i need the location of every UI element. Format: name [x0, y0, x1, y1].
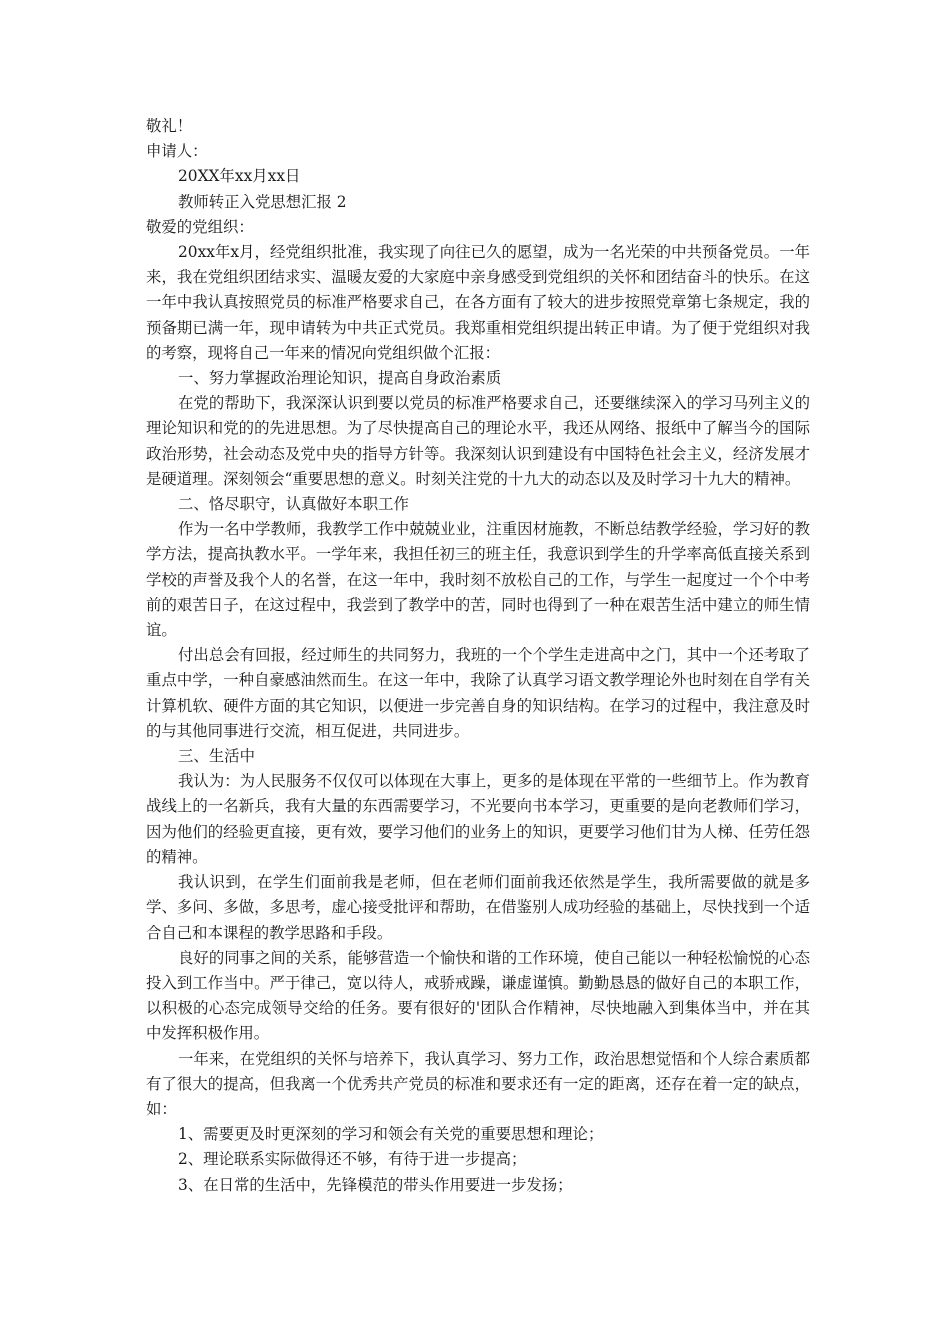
report-greeting: 敬爱的党组织：: [146, 217, 254, 236]
intro-paragraph: 20xx年x月，经党组织批准，我实现了向往已久的愿望，成为一名光荣的中共预备党员。一年来，我在党组织团结求实、温暖友爱的大家庭中亲身感受到党组织的关怀和团结奋斗的快乐。在这一年中我认真按照党员的标准严格要求自己，在各方面有了较大的进步按照党章第七条规定，我的预备期已满一年，现申请转为中共正式党员。我郑重相党组织提出转正申请。为了便于党组织对我的考察，现将自己一年来的情况向党组织做个汇报：: [146, 243, 810, 362]
section1-heading: 一、努力掌握政治理论知识，提高自身政治素质: [178, 369, 502, 388]
shortcoming-item: 1、需要更及时更深刻的学习和领会有关党的重要思想和理论；: [178, 1125, 604, 1144]
section2-heading: 二、恪尽职守，认真做好本职工作: [178, 495, 409, 514]
section3-paragraph-2: 我认识到，在学生们面前我是老师，但在老师们面前我还依然是学生，我所需要做的就是多学、多问、多做，多思考，虚心接受批评和帮助，在借鉴别人成功经验的基础上，尽快找到一个适合自己和本课程的教学思路和手段。: [146, 873, 810, 942]
section1-paragraph: 在党的帮助下，我深深认识到要以党员的标准严格要求自己，还要继续深入的学习马列主义的理论知识和党的的先进思想。为了尽快提高自己的理论水平，我还从网络、报纸中了解当今的国际政治形势，社会动态及党中央的指导方针等。我深刻认识到建设有中国特色社会主义，经济发展才是硬道理。深刻领会“重要思想的意义。时刻关注党的十九大的动态以及及时学习十九大的精神。: [146, 394, 810, 488]
section3-paragraph-1: 我认为：为人民服务不仅仅可以体现在大事上，更多的是体现在平常的一些细节上。作为教育战线上的一名新兵，我有大量的东西需要学习，不光要向书本学习，更重要的是向老教师们学习，因为他们的经验更直接，更有效，要学习他们的业务上的知识，更要学习他们甘为人梯、任劳任怨的精神。: [146, 772, 810, 866]
shortcoming-item: 3、在日常的生活中，先锋模范的带头作用要进一步发扬；: [178, 1175, 573, 1194]
section2-paragraph-1: 作为一名中学教师，我教学工作中兢兢业业，注重因材施教，不断总结教学经验，学习好的教学方法，提高执教水平。一学年来，我担任初三的班主任，我意识到学生的升学率高低直接关系到学校的声誉及我个人的名誉，在这一年中，我时刻不放松自己的工作，与学生一起度过一个个中考前的艰苦日子，在这过程中，我尝到了教学中的苦，同时也得到了一种在艰苦生活中建立的师生情谊。: [146, 520, 810, 640]
section3-heading: 三、生活中: [178, 747, 255, 766]
section2-paragraph-2: 付出总会有回报，经过师生的共同努力，我班的一个个学生走进高中之门，其中一个还考取了重点中学，一种自豪感油然而生。在这一年中，我除了认真学习语文教学理论外也时刻在自学有关计算机软、硬件方面的其它知识，以便进一步完善自身的知识结构。在学习的过程中，我注意及时的与其他同事进行交流，相互促进，共同进步。: [146, 646, 810, 740]
section3-paragraph-3: 良好的同事之间的关系，能够营造一个愉快和谐的工作环境，使自己能以一种轻松愉悦的心态投入到工作当中。严于律己，宽以待人，戒骄戒躁，谦虚谨慎。勤勤恳恳的做好自己的本职工作，以积极的心态完成领导交给的任务。要有很好的'团队合作精神，尽快地融入到集体当中，并在其中发挥积极作用。: [146, 948, 810, 1043]
shortcoming-item: 2、理论联系实际做得还不够，有待于进一步提高；: [178, 1150, 527, 1169]
closing-salute: 敬礼！: [146, 117, 193, 135]
summary-paragraph: 一年来，在党组织的关怀与培养下，我认真学习、努力工作，政治思想觉悟和个人综合素质都有了很大的提高，但我离一个优秀共产党员的标准和要求还有一定的距离，还存在着一定的缺点，如：: [146, 1049, 810, 1118]
application-date: 20XX年xx月xx日: [178, 167, 301, 186]
report-title: 教师转正入党思想汇报 2: [178, 192, 347, 211]
document-page: [146, 114, 810, 1198]
applicant-label: 申请人：: [146, 142, 208, 161]
